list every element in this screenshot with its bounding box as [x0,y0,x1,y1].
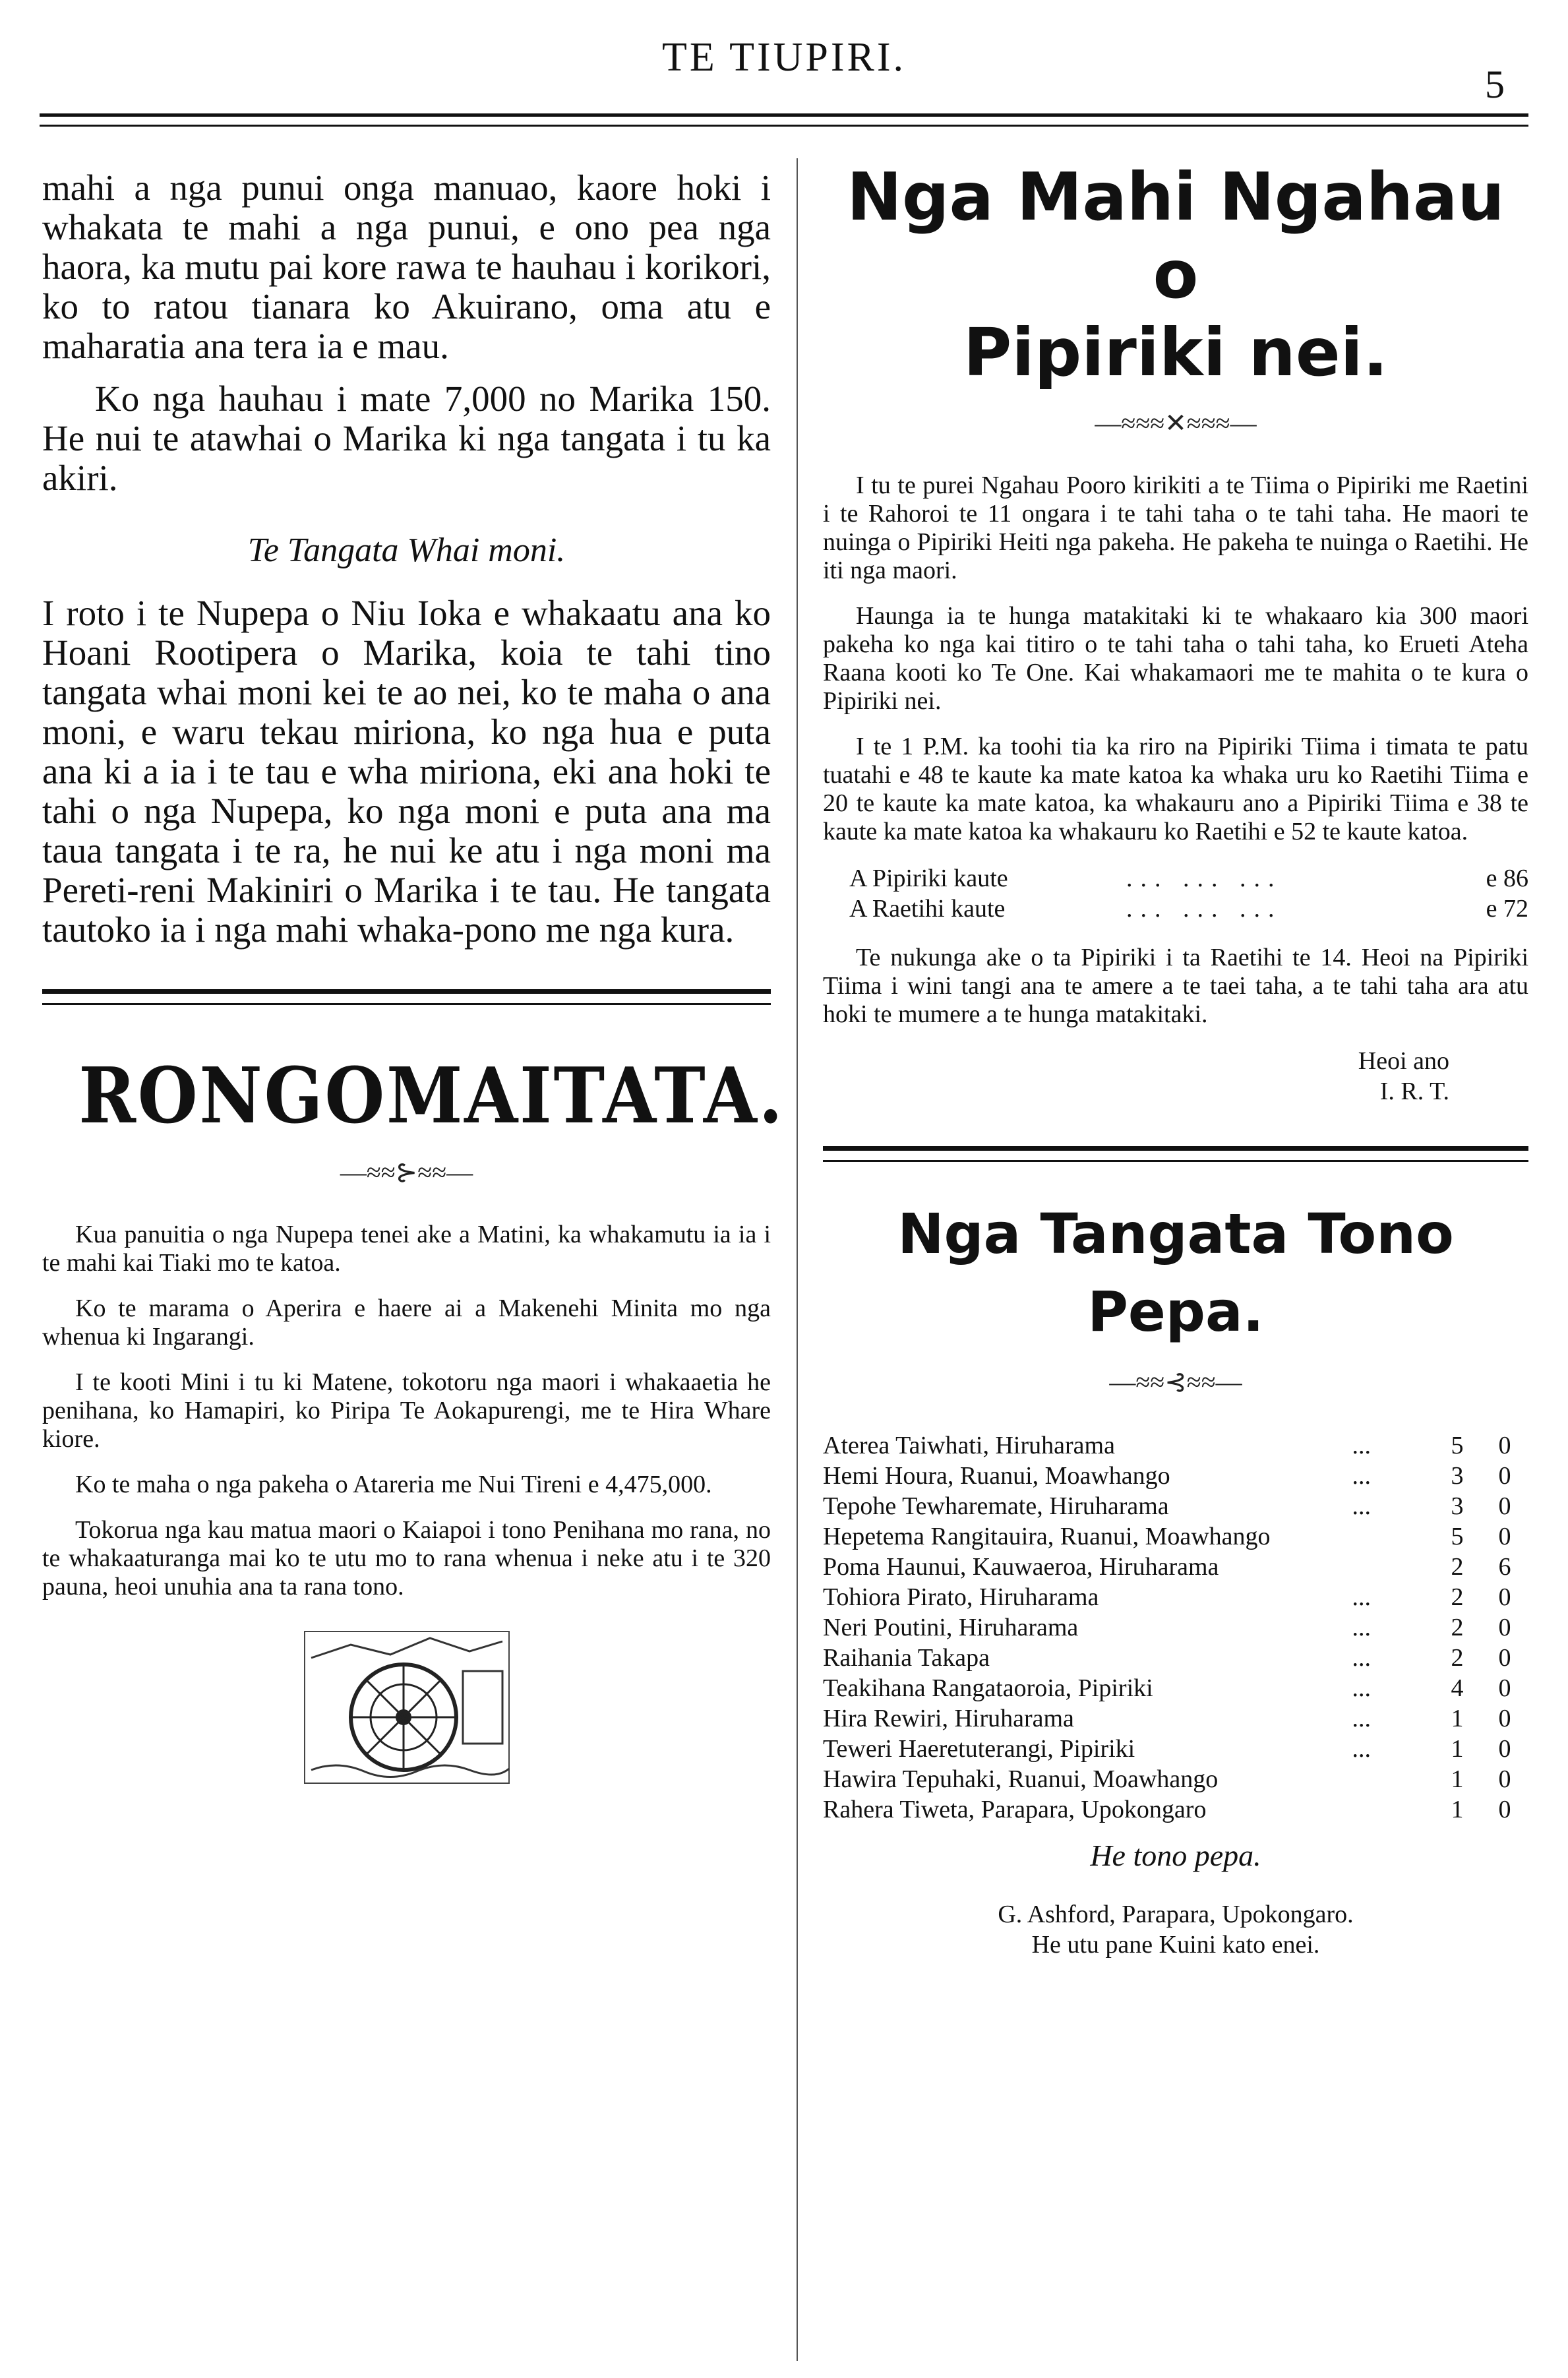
table-row [823,1461,1528,1491]
subscriber-dots: ... [1352,1735,1371,1763]
ornament-divider: —≈≈⊰≈≈— [1109,1367,1242,1397]
subscriber-amount-shillings: 3 [1451,1462,1464,1490]
subscriber-amount-shillings: 1 [1451,1735,1464,1763]
subscriber-amount-pence: 0 [1498,1523,1511,1550]
score-list [823,863,1528,924]
subscriber-dots: ... [1352,1644,1371,1672]
left-column [42,168,785,1790]
article-paragraph-result: Te nukunga ake o ta Pipiriki i ta Raetihi te 14. Heoi na Pipiriki Tiima i wini tangi ana te amere a te taei taha, a te tahi taha ara atu hoki te mumere a te hunga matakitaki. [823,944,1528,1028]
subscriber-amount-pence: 0 [1498,1583,1511,1611]
subscriber-name: Hemi Houra, Ruanui, Moawhango [823,1462,1170,1490]
subscriber-dots: ... [1352,1705,1371,1732]
score-dots: ... ... ... [1126,895,1282,923]
subscriber-dots [1352,1521,1433,1552]
news-item: Tokorua nga kau matua maori o Kaiapoi i tono Penihana mo rana, no te whakaaturanga mai ko te utu mo to rana whenua i neke atu i te 320 pauna, heoi unuhia ana ta rana tono. [42,1516,771,1601]
subscriber-dots: ... [1352,1583,1371,1611]
article-paragraph: I te 1 P.M. ka toohi tia ka riro na Pipiriki Tiima i timata te patu tuatahi e 48 te kaute ka mate katoa ka whaka uru ko Raetihi Tiima e 20 te kaute ka mate katoa, ka whakauru ano a Pipiriki Tiima e 38 te kaute ka mate katoa ka whakauru ko Raetihi e 52 te kaute katoa. [823,733,1528,845]
subscriber-dots: ... [1352,1614,1371,1641]
table-row [823,1430,1528,1461]
table-row [823,1643,1528,1673]
score-row [823,863,1528,894]
subscriber-amount-pence: 0 [1498,1492,1511,1520]
agent-note: He utu pane Kuini kato enei. [1031,1931,1320,1959]
subscriber-amount-shillings: 2 [1451,1614,1464,1641]
subscriber-dots: ... [1352,1462,1371,1490]
section-title-line: Nga Mahi Ngahau o [847,158,1505,313]
subscriber-name: Raihania Takapa [823,1644,990,1672]
article-paragraph-casualties: Ko nga hauhau i mate 7,000 no Marika 150. He nui te atawhai o Marika ki nga tangata i tu ka akiri. [42,379,771,498]
subscriber-amount-pence: 0 [1498,1735,1511,1763]
table-row [823,1491,1528,1521]
subscriber-dots: ... [1352,1432,1371,1459]
table-row [823,1552,1528,1582]
subscriber-name: Rahera Tiweta, Parapara, Upokongaro [823,1796,1207,1823]
right-column [823,158,1528,1960]
article-subheading-rich-man: Te Tangata Whai moni. [247,532,566,569]
ornament-divider: —≈≈≈✕≈≈≈— [1095,408,1257,438]
subscriber-amount-pence: 0 [1498,1644,1511,1672]
subscriber-dots: ... [1352,1492,1371,1520]
article-paragraph: I tu te purei Ngahau Pooro kirikiti a te Tiima o Pipiriki me Raetini i te Rahoroi te 11 ongara i te tahi taha o te tahi taha. He maori te nuinga o Pipiriki Heiti nga pakeha. He pakeha te nuinga o Raetihi. He iti nga maori. [823,472,1528,584]
subscriber-amount-pence: 0 [1498,1614,1511,1641]
subscriber-amount-pence: 0 [1498,1765,1511,1793]
subscriber-amount-pence: 0 [1498,1674,1511,1702]
header-rule [40,113,1528,127]
subscriber-amount-pence: 0 [1498,1462,1511,1490]
section-title-subscribers: Nga Tangata Tono Pepa. [897,1202,1454,1344]
article-continuation-paragraph: mahi a nga punui onga manuao, kaore hoki i whakata te mahi a nga punui, e ono pea nga haora, ka mutu pai kore rawa te hauhau i korikori, ko to ratou tianara ko Akuirano, oma atu e maharatia ana tera ia e mau. [42,168,771,366]
article-paragraph-rich-man: I roto i te Nupepa o Niu Ioka e whakaatu ana ko Hoani Rootipera o Marika, koia te tahi tino tangata whai moni kei te ao nei, ko te maha o ana moni, e waru tekau miriona, ko nga hua e puta ana ki a ia i te tau e wha miriona, eki ana hoki te tahi o nga Nupepa, ko nga moni e puta ana ma taua tangata i te ra, he nui ke atu i nga moni ma Pereti-reni Makiniri o Marika i te tau. He tangata tautoko ia i nga mahi whaka-pono me nga kura. [42,593,771,950]
subscriber-amount-pence: 0 [1498,1432,1511,1459]
subscriber-amount-shillings: 5 [1451,1432,1464,1459]
score-value: e 72 [1486,895,1528,923]
subscriber-amount-pence: 6 [1498,1553,1511,1581]
subscriber-amount-shillings: 3 [1451,1492,1464,1520]
signature-initials: I. R. T. [1379,1078,1449,1105]
article-paragraph: Haunga ia te hunga matakitaki ki te whakaaro kia 300 maori pakeha ko nga kai titiro o te tahi taha o tahi taha, ko Erueti Ateha Raana kooti ko Te One. Kai whakamaori me te mahita o te kura o Pipiriki nei. [823,602,1528,715]
table-row [823,1673,1528,1703]
score-dots: ... ... ... [1126,865,1282,892]
subscriber-amount-pence: 0 [1498,1705,1511,1732]
table-row [823,1521,1528,1552]
subscriber-name: Teakihana Rangataoroia, Pipiriki [823,1674,1153,1702]
subscriber-amount-shillings: 2 [1451,1583,1464,1611]
subscriber-name: Hawira Tepuhaki, Ruanui, Moawhango [823,1765,1219,1793]
subscriber-amount-shillings: 5 [1451,1523,1464,1550]
subscriber-amount-shillings: 1 [1451,1796,1464,1823]
subscriber-amount-shillings: 2 [1451,1644,1464,1672]
section-separator [42,989,771,1005]
news-item: Ko te marama o Aperira e haere ai a Makenehi Minita mo nga whenua ki Ingarangi. [42,1295,771,1351]
subscriber-name: Aterea Taiwhati, Hiruharama [823,1432,1115,1459]
column-divider [797,158,798,2361]
news-item: Kua panuitia o nga Nupepa tenei ake a Matini, ka whakamutu ia ia i te mahi kai Tiaki mo te katoa. [42,1221,771,1277]
section-title-pipiriki-sports [823,158,1528,392]
subscriber-dots: ... [1352,1674,1371,1702]
page-number: 5 [1485,63,1505,106]
score-team: A Raetihi kaute [849,895,1006,923]
ornament-divider: —≈≈⊱≈≈— [340,1157,473,1187]
subscriber-name: Teweri Haeretuterangi, Pipiriki [823,1735,1135,1763]
subscriber-name: Hepetema Rangitauira, Ruanui, Moawhango [823,1523,1271,1550]
table-row [823,1734,1528,1764]
subscriber-name: Tohiora Pirato, Hiruharama [823,1583,1099,1611]
section-title-line: Pipiriki nei. [963,314,1388,391]
subscribers-footer-note: He tono pepa. [1090,1839,1261,1872]
section-separator [823,1146,1528,1162]
news-item: Ko te maha o nga pakeha o Atareria me Nui Tireni e 4,475,000. [75,1471,712,1498]
subscriber-amount-shillings: 2 [1451,1553,1464,1581]
subscriber-amount-shillings: 1 [1451,1765,1464,1793]
news-item: I te kooti Mini i tu ki Matene, tokotoru nga maori i whakaaetia he penihana, ko Hamapiri, ko Piripa Te Aokapurengi, me te Hira Whare kiore. [42,1368,771,1453]
subscriber-amount-pence: 0 [1498,1796,1511,1823]
score-value: e 86 [1486,865,1528,892]
table-row [823,1794,1528,1825]
score-team: A Pipiriki kaute [849,865,1008,892]
subscriber-dots [1352,1552,1433,1582]
watermill-illustration [298,1618,516,1790]
subscriber-amount-shillings: 4 [1451,1674,1464,1702]
section-title-rongomaitata: RONGOMAITATA. [78,1051,785,1141]
subscriber-name: Neri Poutini, Hiruharama [823,1614,1079,1641]
subscriber-amount-shillings: 1 [1451,1705,1464,1732]
subscriber-name: Poma Haunui, Kauwaeroa, Hiruharama [823,1553,1219,1581]
subscriber-dots [1352,1764,1433,1794]
table-row [823,1703,1528,1734]
subscribers-table [823,1430,1528,1825]
page-header-title: TE TIUPIRI. [661,35,907,80]
table-row [823,1612,1528,1643]
table-row [823,1582,1528,1612]
subscriber-name: Tepohe Tewharemate, Hiruharama [823,1492,1169,1520]
score-row [823,894,1528,924]
subscriber-name: Hira Rewiri, Hiruharama [823,1705,1074,1732]
signature-line: Heoi ano [1358,1047,1449,1075]
subscriber-dots [1352,1794,1433,1825]
agent-line: G. Ashford, Parapara, Upokongaro. [998,1901,1354,1928]
table-row [823,1764,1528,1794]
